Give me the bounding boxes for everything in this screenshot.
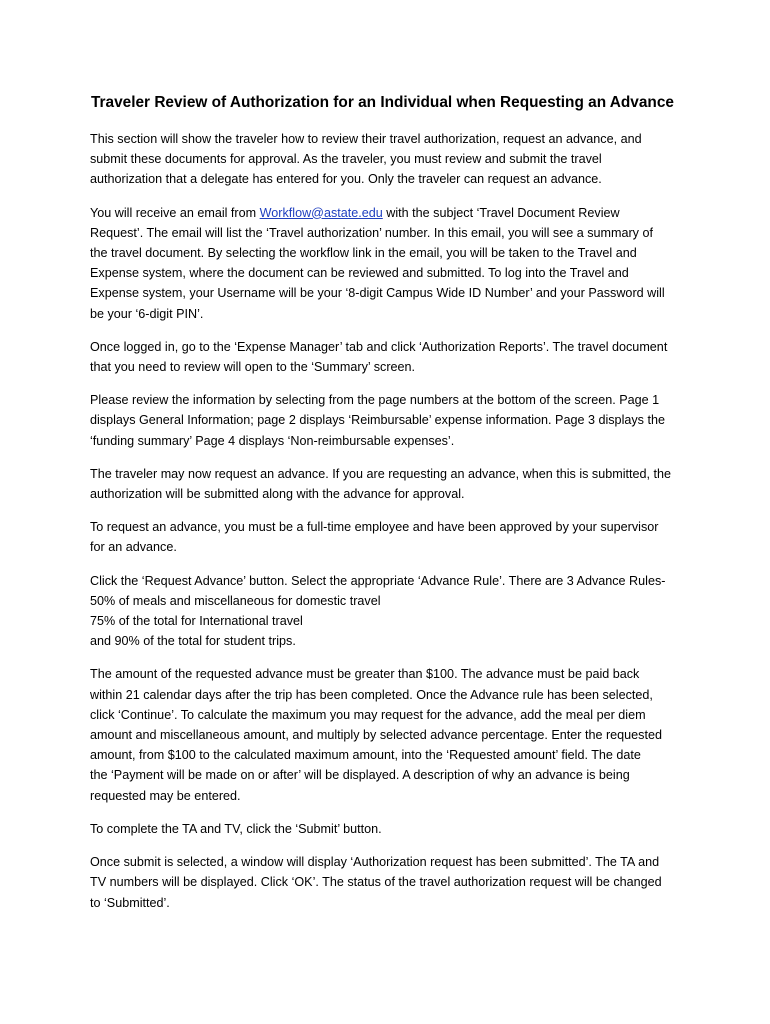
paragraph-line: amount, from $100 to the calculated maximum amount, into the ‘Requested amount’ field. The date [90, 748, 641, 763]
paragraph-intro [90, 129, 690, 190]
paragraph-line: requested may be entered. [90, 788, 241, 803]
email-suffix-text: with the subject ‘Travel Document Review [382, 205, 620, 220]
paragraph-email [90, 203, 690, 324]
paragraph-advance-amount [90, 664, 690, 805]
paragraph-review-pages [90, 390, 690, 451]
email-prefix-text: You will receive an email from [90, 205, 260, 220]
paragraph-line: authorization will be submitted along with the advance for approval. [90, 487, 465, 502]
paragraph-login [90, 337, 690, 377]
paragraph-line: the travel document. By selecting the workflow link in the email, you will be taken to the Travel and [90, 246, 637, 261]
document-page [90, 93, 690, 926]
advance-rule-item: and 90% of the total for student trips. [90, 634, 296, 649]
paragraph-line: Once logged in, go to the ‘Expense Manager’ tab and click ‘Authorization Reports’. The travel document [90, 339, 668, 354]
paragraph-line: submit these documents for approval. As the traveler, you must review and submit the travel [90, 152, 602, 167]
paragraph-line: Expense system, your Username will be your ‘8-digit Campus Wide ID Number’ and your Password will [90, 286, 665, 301]
paragraph-advance-rules [90, 571, 690, 652]
paragraph-line: that you need to review will open to the ‘Summary’ screen. [90, 360, 416, 375]
paragraph-line: authorization that a delegate has entered for you. Only the traveler can request an advance. [90, 172, 602, 187]
paragraph-line: Once submit is selected, a window will display ‘Authorization request has been submitted’. The TA and [90, 855, 660, 870]
paragraph-line-with-link [90, 203, 690, 223]
paragraph-eligibility [90, 517, 690, 557]
paragraph-line: Expense system, where the document can be reviewed and submitted. To log into the Travel and [90, 266, 629, 281]
paragraph-line: click ‘Continue’. To calculate the maximum you may request for the advance, add the meal per diem [90, 707, 646, 722]
paragraph-line: the ‘Payment will be made on or after’ will be displayed. A description of why an advance is being [90, 768, 630, 783]
paragraph-line: to ‘Submitted’. [90, 895, 170, 910]
paragraph-line: within 21 calendar days after the trip has been completed. Once the Advance rule has been selected, [90, 687, 653, 702]
paragraph-line: ‘funding summary’ Page 4 displays ‘Non-reimbursable expenses’. [90, 433, 455, 448]
paragraph-line: displays General Information; page 2 displays ‘Reimbursable’ expense information. Page 3 displays the [90, 413, 665, 428]
paragraph-request-advance [90, 464, 690, 504]
workflow-email-link[interactable]: Workflow@astate.edu [259, 205, 383, 220]
advance-rule-item: 50% of meals and miscellaneous for domestic travel [90, 593, 381, 608]
paragraph-line: To request an advance, you must be a full-time employee and have been approved by your supervisor [90, 520, 659, 535]
paragraph-line: Request’. The email will list the ‘Travel authorization’ number. In this email, you will see a summary of [90, 225, 653, 240]
paragraph-line: Click the ‘Request Advance’ button. Select the appropriate ‘Advance Rule’. There are 3 Advance Rules- [90, 573, 666, 588]
document-title: Traveler Review of Authorization for an Individual when Requesting an Advance [91, 94, 674, 111]
paragraph-line: Please review the information by selecting from the page numbers at the bottom of the screen. Page 1 [90, 393, 660, 408]
paragraph-line: be your ‘6-digit PIN’. [90, 306, 204, 321]
paragraph-line: The traveler may now request an advance. If you are requesting an advance, when this is submitted, the [90, 466, 672, 481]
paragraph-line: The amount of the requested advance must be greater than $100. The advance must be paid back [90, 667, 640, 682]
paragraph-line: for an advance. [90, 540, 177, 555]
paragraph-line: This section will show the traveler how to review their travel authorization, request an advance, and [90, 132, 642, 146]
advance-rule-item: 75% of the total for International travel [90, 614, 303, 629]
paragraph-line: TV numbers will be displayed. Click ‘OK’. The status of the travel authorization request will be changed [90, 875, 662, 890]
paragraph-line: To complete the TA and TV, click the ‘Submit’ button. [90, 821, 382, 836]
paragraph-line: amount and miscellaneous amount, and multiply by selected advance percentage. Enter the requested [90, 728, 662, 743]
paragraph-submit [90, 819, 690, 839]
paragraph-confirmation [90, 852, 690, 913]
